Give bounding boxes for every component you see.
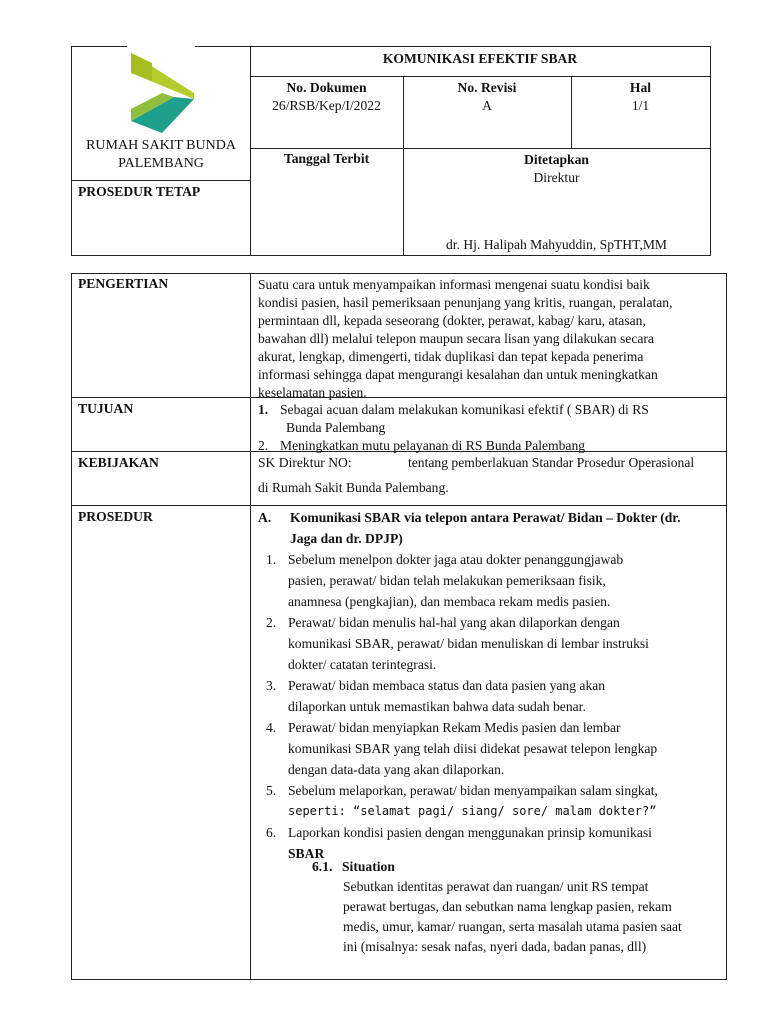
procedure-table (71, 273, 727, 980)
step-line: komunikasi SBAR, perawat/ bidan menuliskan di lembar instruksi (288, 636, 649, 651)
step-item (266, 675, 722, 717)
tujuan-label: TUJUAN (78, 401, 134, 416)
step-line: Perawat/ bidan menyiapkan Rekam Medis pasien dan lembar (288, 720, 621, 735)
no-dokumen-value: 26/RSB/Kep/I/2022 (272, 98, 381, 113)
pengertian-line: permintaan dll, kepada seseorang (dokter, perawat, kabag/ karu, atasan, (258, 313, 646, 328)
prosedur-a-heading (258, 507, 728, 549)
step-line: Sebelum menelpon dokter jaga atau dokter penanggungjawab (288, 552, 624, 567)
tujuan-1-number: 1. (258, 402, 269, 417)
step-number: 5. (266, 783, 277, 798)
step-number: 4. (266, 720, 277, 735)
document-title: KOMUNIKASI EFEKTIF SBAR (382, 51, 578, 66)
situation-line: perawat bertugas, dan sebutkan nama lengkap pasien, rekam (343, 899, 672, 914)
kebijakan-label: KEBIJAKAN (78, 455, 159, 470)
step-line: Sebelum melaporkan, perawat/ bidan menyampaikan salam singkat, (288, 783, 658, 798)
situation-text (343, 877, 722, 957)
situation-line: ini (misalnya: sesak nafas, nyeri dada, badan panas, dll) (343, 939, 647, 954)
step-line: seperti: “selamat pagi/ siang/ sore/ malam dokter?” (288, 804, 657, 818)
prosedur-a-number: A. (258, 510, 272, 525)
tujuan-2-text: Meningkatkan mutu pelayanan di RS Bunda Palembang (280, 438, 586, 453)
signatory-name: dr. Hj. Halipah Mahyuddin, SpTHT,MM (445, 237, 667, 252)
step-item (266, 549, 722, 612)
ditetapkan-role: Direktur (533, 170, 580, 185)
no-dokumen-cell (250, 79, 403, 115)
step-line: dengan data-data yang akan dilaporkan. (288, 762, 505, 777)
step-item (266, 717, 722, 780)
prosedur-label: PROSEDUR (78, 509, 153, 524)
step-item (266, 780, 722, 822)
hospital-name-line1: RUMAH SAKIT BUNDA (86, 138, 236, 153)
pengertian-line: akurat, lengkap, dimengerti, tidak duplikasi dan tepat kepada penerima (258, 349, 644, 364)
kebijakan-sk: SK Direktur NO: (258, 455, 352, 470)
prosedur-a-line2: Jaga dan dr. DPJP) (290, 531, 403, 546)
no-revisi-label: No. Revisi (457, 80, 517, 95)
no-revisi-value: A (482, 98, 492, 113)
step-line: dokter/ catatan terintegrasi. (288, 657, 437, 672)
sub-title: Situation (342, 859, 395, 874)
no-dokumen-label: No. Dokumen (286, 80, 367, 95)
tujuan-1-line1: Sebagai acuan dalam melakukan komunikasi efektif ( SBAR) di RS (280, 402, 649, 417)
step-number: 6. (266, 825, 277, 840)
tanggal-terbit-label: Tanggal Terbit (283, 151, 370, 166)
prosedur-a-line1: Komunikasi SBAR via telepon antara Perawat/ Bidan – Dokter (dr. (290, 510, 681, 525)
hospital-name (72, 137, 250, 173)
tujuan-2-number: 2. (258, 438, 269, 453)
pengertian-label: PENGERTIAN (78, 276, 169, 291)
kebijakan-text (258, 455, 722, 496)
hal-cell (571, 79, 710, 115)
pengertian-line: bawahan dll) melalui telepon maupun secara lisan yang dilakukan secara (258, 331, 654, 346)
sub-heading-situation (312, 856, 395, 877)
pengertian-line: kondisi pasien, hasil pemeriksaan penunjang yang kritis, ruangan, peralatan, (258, 295, 673, 310)
hal-label: Hal (629, 80, 652, 95)
step-item (266, 612, 722, 675)
situation-line: medis, umur, kamar/ ruangan, serta masalah utama pasien saat (343, 919, 682, 934)
step-line: anamnesa (pengkajian), dan membaca rekam medis pasien. (288, 594, 611, 609)
pengertian-line: Suatu cara untuk menyampaikan informasi mengenai suatu kondisi baik (258, 277, 650, 292)
ditetapkan-label: Ditetapkan (524, 152, 589, 167)
step-line: dilaporkan untuk memastikan bahwa data sudah benar. (288, 699, 586, 714)
pengertian-line: keselamatan pasien. (258, 385, 367, 400)
step-line: Perawat/ bidan menulis hal-hal yang akan dilaporkan dengan (288, 615, 620, 630)
pengertian-text (258, 276, 722, 402)
step-line: pasien, perawat/ bidan telah melakukan pemeriksaan fisik, (288, 573, 606, 588)
kebijakan-location: di Rumah Sakit Bunda Palembang. (258, 480, 449, 495)
kebijakan-tentang: tentang pemberlakuan Standar Prosedur Operasional (408, 455, 695, 470)
step-line: Perawat/ bidan membaca status dan data pasien yang akan (288, 678, 606, 693)
step-line: Laporkan kondisi pasien dengan menggunakan prinsip komunikasi (288, 825, 652, 840)
ditetapkan-cell (403, 151, 710, 187)
hal-value: 1/1 (631, 98, 650, 113)
tujuan-1-line2: Bunda Palembang (286, 420, 386, 435)
doc-type: PROSEDUR TETAP (78, 184, 201, 199)
step-line: SBAR (288, 846, 325, 861)
step-number: 2. (266, 615, 277, 630)
tujuan-text (258, 401, 722, 455)
no-revisi-cell (403, 79, 571, 115)
situation-line: Sebutkan identitas perawat dan ruangan/ unit RS tempat (343, 879, 649, 894)
step-line: komunikasi SBAR yang telah diisi didekat pesawat telepon lengkap (288, 741, 658, 756)
sub-number: 6.1. (312, 859, 333, 874)
hospital-name-line2: PALEMBANG (118, 156, 204, 171)
document-header (71, 46, 711, 256)
step-number: 1. (266, 552, 277, 567)
hospital-logo (122, 53, 202, 137)
pengertian-line: informasi sehingga dapat mengurangi kesalahan dan untuk meningkatkan (258, 367, 658, 382)
step-number: 3. (266, 678, 277, 693)
